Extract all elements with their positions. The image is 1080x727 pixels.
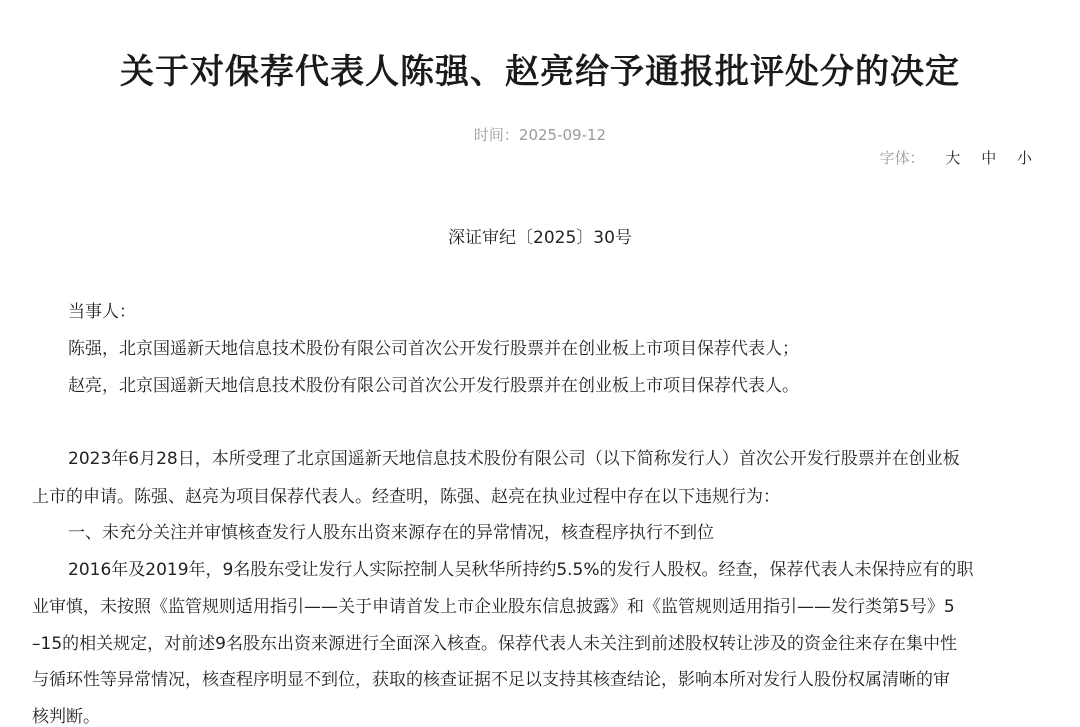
page-title: 关于对保荐代表人陈强、赵亮给予通报批评处分的决定 (120, 52, 960, 92)
document-number: 深证审纪〔2025〕30号 (448, 228, 632, 248)
body-text-line: 业审慎，未按照《监管规则适用指引——关于申请首发上市企业股东信息披露》和《监管规则适用指引——发行类第5号》5 (32, 597, 955, 617)
party-item: 赵亮，北京国遥新天地信息技术股份有限公司首次公开发行股票并在创业板上市项目保荐代表人。 (68, 376, 799, 396)
body-text-line: 上市的申请。陈强、赵亮为项目保荐代表人。经查明，陈强、赵亮在执业过程中存在以下违规行为： (32, 487, 780, 507)
body-text-line: –15的相关规定，对前述9名股东出资来源进行全面深入核查。保荐代表人未关注到前述股权转让涉及的资金往来存在集中性 (32, 634, 957, 654)
font-size-medium-button[interactable]: 中 (981, 149, 997, 167)
body-text-line: 2023年6月28日，本所受理了北京国遥新天地信息技术股份有限公司（以下简称发行人）首次公开发行股票并在创业板 (68, 449, 960, 469)
parties-label: 当事人： (68, 302, 136, 322)
body-text-line: 2016年及2019年，9名股东受让发行人实际控制人吴秋华所持约5.5%的发行人股权。经查，保荐代表人未保持应有的职 (68, 560, 974, 580)
body-text-line: 核判断。 (32, 707, 100, 727)
body-text-line: 与循环性等异常情况，核查程序明显不到位，获取的核查证据不足以支持其核查结论，影响本所对发行人股份权属清晰的审 (32, 670, 950, 690)
publish-time-label: 时间： (473, 126, 519, 144)
section-heading: 一、未充分关注并审慎核查发行人股东出资来源存在的异常情况，核查程序执行不到位 (68, 523, 714, 543)
publish-time-value: 2025-09-12 (518, 126, 607, 144)
publish-time (0, 124, 1080, 145)
party-item: 陈强，北京国遥新天地信息技术股份有限公司首次公开发行股票并在创业板上市项目保荐代表人； (68, 339, 799, 359)
font-size-small-button[interactable]: 小 (1016, 149, 1032, 167)
font-size-label: 字体： (879, 149, 925, 167)
font-size-switcher (880, 147, 1032, 168)
font-size-large-button[interactable]: 大 (945, 149, 961, 167)
